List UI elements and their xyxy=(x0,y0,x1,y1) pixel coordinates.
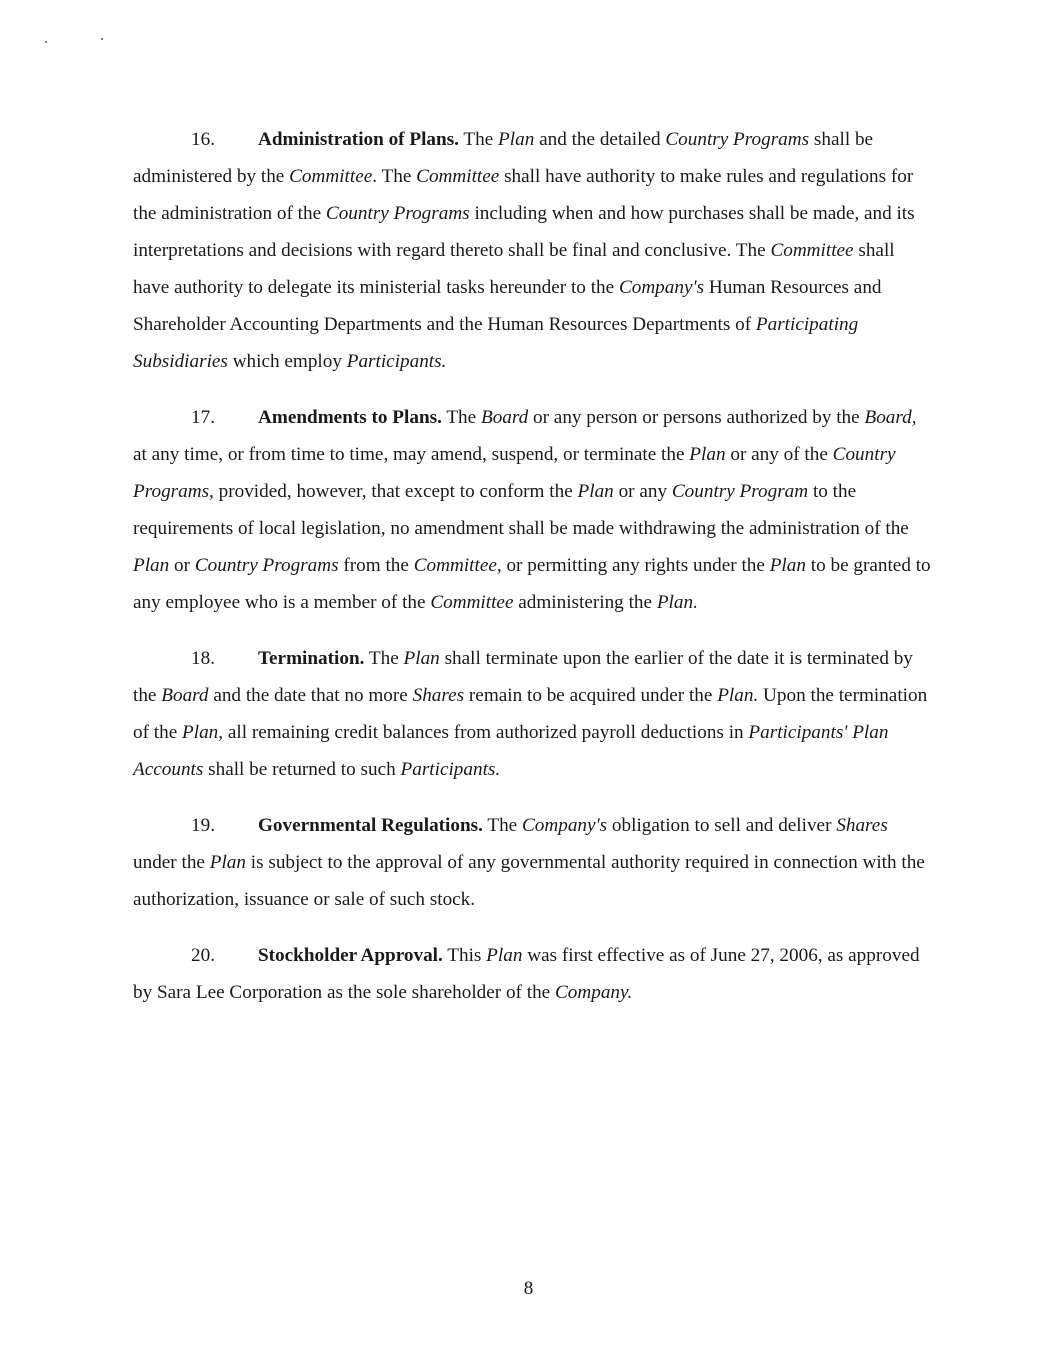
text-run: from the xyxy=(338,555,414,576)
text-run: shall have authority to delegate its ministerial tasks hereunder to the xyxy=(133,240,895,298)
italic-term: Plan xyxy=(577,481,614,502)
section-heading: Governmental Regulations. xyxy=(258,815,483,836)
text-run: obligation to sell and deliver xyxy=(607,815,837,836)
text-run: is subject to the approval of any governmental authority required in connection with the authorization, issuance or sale of such stock. xyxy=(133,852,925,910)
italic-term: Shares xyxy=(412,685,465,706)
section-20 xyxy=(133,937,933,1011)
section-text xyxy=(133,407,931,613)
italic-term: Committee xyxy=(289,166,373,187)
text-run: This xyxy=(442,945,487,966)
italic-term: Plan, xyxy=(182,722,224,743)
italic-term: Country Program xyxy=(671,481,809,502)
text-run: or permitting any rights under the xyxy=(501,555,770,576)
italic-term: Plan xyxy=(133,555,170,576)
section-18 xyxy=(133,640,933,788)
text-run: at any time, or from time to time, may amend, suspend, or terminate the xyxy=(133,444,690,465)
text-run: The xyxy=(482,815,522,836)
section-heading: Administration of Plans. xyxy=(258,129,459,150)
italic-term: Country Programs xyxy=(194,555,339,576)
text-run: to the requirements of local legislation, no amendment shall be made withdrawing the administration of the xyxy=(133,481,909,539)
text-run: to be granted to any employee who is a member of the xyxy=(133,555,931,613)
text-run: The xyxy=(441,407,481,428)
text-run: or xyxy=(169,555,195,576)
italic-term: Shares xyxy=(836,815,888,836)
page-number: 8 xyxy=(523,1278,534,1299)
text-run: shall have authority to make rules and regulations for the administration of the xyxy=(133,166,914,224)
italic-term: Participants. xyxy=(346,351,447,372)
text-run: administering the xyxy=(513,592,657,613)
italic-term: Plan. xyxy=(717,685,759,706)
section-heading: Stockholder Approval. xyxy=(258,945,443,966)
section-number: 18. xyxy=(191,648,215,669)
italic-term: Country Programs xyxy=(665,129,810,150)
text-run: under the xyxy=(133,852,210,873)
text-run: or any person or persons authorized by the xyxy=(528,407,865,428)
italic-term: Committee, xyxy=(413,555,502,576)
section-text xyxy=(133,129,915,372)
italic-term: Company's xyxy=(522,815,608,836)
text-run: and the detailed xyxy=(534,129,666,150)
italic-term: Board xyxy=(480,407,529,428)
italic-term: Plan. xyxy=(656,592,698,613)
section-number: 17. xyxy=(191,407,215,428)
document-body xyxy=(133,121,933,1030)
text-run: and the date that no more xyxy=(208,685,413,706)
italic-term: Board, xyxy=(864,407,917,428)
section-heading: Termination. xyxy=(258,648,365,669)
text-run: The xyxy=(458,129,499,150)
italic-term: Country Programs, xyxy=(133,444,896,502)
italic-term: Company. xyxy=(555,982,633,1003)
italic-term: Plan xyxy=(403,648,440,669)
italic-term: Plan xyxy=(498,129,535,150)
scan-speck xyxy=(45,41,47,43)
text-run: or any xyxy=(613,481,672,502)
text-run: or any of the xyxy=(725,444,833,465)
italic-term: Plan xyxy=(769,555,806,576)
italic-term: Board xyxy=(161,685,209,706)
section-17 xyxy=(133,399,933,621)
italic-term: Plan xyxy=(689,444,726,465)
scan-speck xyxy=(101,38,103,40)
text-run: . The xyxy=(372,166,417,187)
text-run: provided, however, that except to conform the xyxy=(213,481,578,502)
text-run: Human Resources and Shareholder Accounting Departments and the Human Resources Departments of xyxy=(133,277,882,335)
italic-term: Country Programs xyxy=(325,203,470,224)
text-run: including when and how purchases shall be made, and its interpretations and decisions with regard thereto shall be final and conclusive. The xyxy=(133,203,915,261)
italic-term: Committee xyxy=(770,240,854,261)
italic-term: Participating Subsidiaries xyxy=(133,314,859,372)
section-heading: Amendments to Plans. xyxy=(258,407,442,428)
italic-term: Company's xyxy=(618,277,705,298)
text-run: shall be administered by the xyxy=(133,129,874,187)
text-run: all remaining credit balances from authorized payroll deductions in xyxy=(223,722,749,743)
text-run: which employ xyxy=(227,351,347,372)
section-number: 16. xyxy=(191,129,215,150)
italic-term: Committee xyxy=(416,166,500,187)
section-16 xyxy=(133,121,933,380)
italic-term: Plan xyxy=(209,852,246,873)
italic-term: Committee xyxy=(430,592,514,613)
text-run: remain to be acquired under the xyxy=(464,685,718,706)
italic-term: Participants' Plan Accounts xyxy=(133,722,889,780)
text-run: shall be returned to such xyxy=(203,759,401,780)
italic-term: Participants. xyxy=(400,759,501,780)
text-run: Upon the termination of the xyxy=(133,685,928,743)
text-run: was first effective as of June 27, 2006, as approved by Sara Lee Corporation as the sole shareholder of the xyxy=(133,945,920,1003)
text-run: The xyxy=(364,648,404,669)
section-number: 19. xyxy=(191,815,215,836)
italic-term: Plan xyxy=(486,945,523,966)
section-number: 20. xyxy=(191,945,215,966)
text-run: shall terminate upon the earlier of the date it is terminated by the xyxy=(133,648,913,706)
section-19 xyxy=(133,807,933,918)
